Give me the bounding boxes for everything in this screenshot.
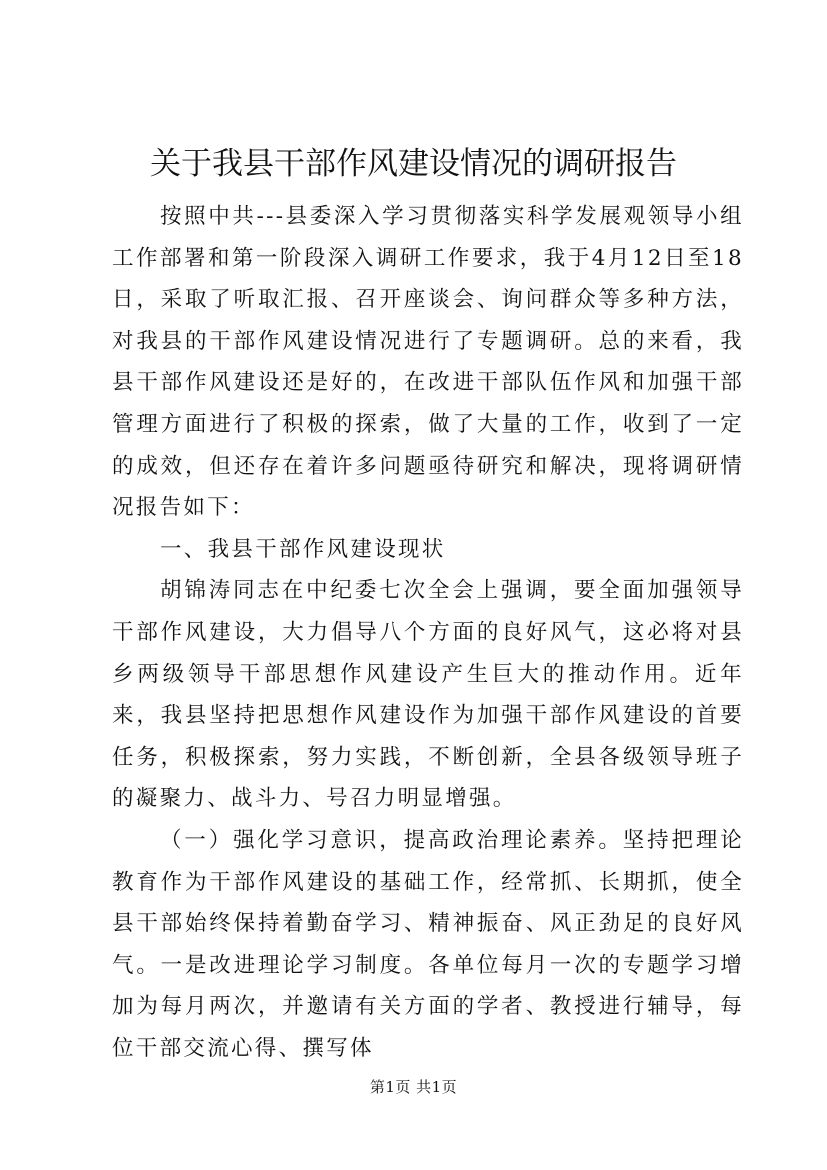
- paragraph-intro: 按照中共---县委深入学习贯彻落实科学发展观领导小组工作部署和第一阶段深入调研工作要求，我于4月12日至18日，采取了听取汇报、召开座谈会、询问群众等多种方法，对我县的干部作风建设情况进行了专题调研。总的来看，我县干部作风建设还是好的，在改进干部队伍作风和加强干部管理方面进行了积极的探索，做了大量的工作，收到了一定的成效，但还存在着许多问题亟待研究和解决，现将调研情况报告如下：: [112, 204, 744, 521]
- paragraph-subsection-1: （一）强化学习意识，提高政治理论素养。坚持把理论教育作为干部作风建设的基础工作，经常抓、长期抓，使全县干部始终保持着勤奋学习、精神振奋、风正劲足的良好风气。一是改进理论学习制度。各单位每月一次的专题学习增加为每月两次，并邀请有关方面的学者、教授进行辅导，每位干部交流心得、撰写体: [112, 827, 744, 1061]
- page-footer: 第1页 共1页: [369, 1078, 458, 1096]
- document-body: [112, 196, 744, 1069]
- section-heading: 一、我县干部作风建设现状: [160, 536, 446, 562]
- document-title: 关于我县干部作风建设情况的调研报告: [150, 146, 677, 182]
- paragraph-status: 胡锦涛同志在中纪委七次全会上强调，要全面加强领导干部作风建设，大力倡导八个方面的良好风气，这必将对县乡两级领导干部思想作风建设产生巨大的推动作用。近年来，我县坚持把思想作风建设作为加强干部作风建设的首要任务，积极探索，努力实践，不断创新，全县各级领导班子的凝聚力、战斗力、号召力明显增强。: [112, 578, 744, 812]
